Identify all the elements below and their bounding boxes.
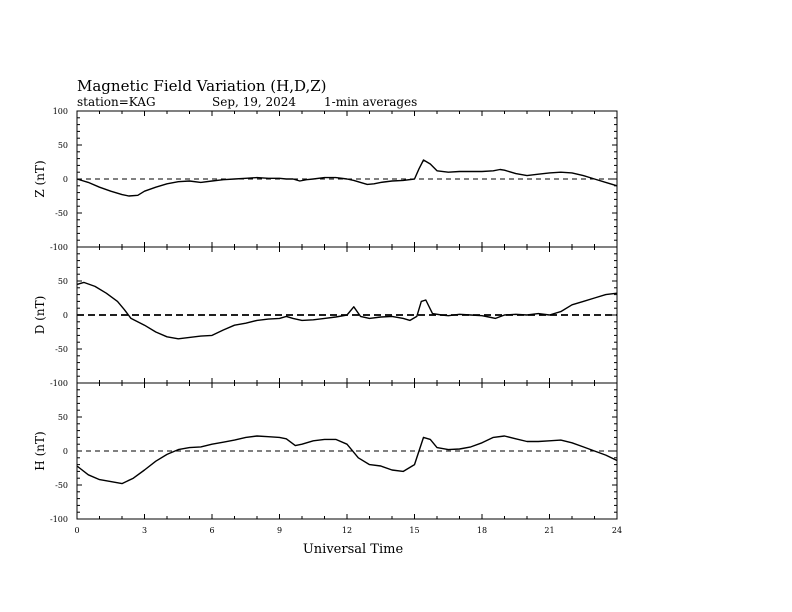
y-tick-label: 100 (52, 107, 68, 116)
x-tick-label: 12 (341, 526, 353, 535)
x-tick-label: 6 (209, 526, 215, 535)
y-tick-label: 0 (62, 311, 68, 320)
y-tick-label: 50 (57, 413, 68, 422)
y-tick-label: 0 (62, 175, 68, 184)
chart-title: Magnetic Field Variation (H,D,Z) (77, 77, 327, 95)
y-tick-label: -100 (50, 515, 68, 524)
y-tick-label: 50 (57, 141, 68, 150)
x-tick-label: 18 (476, 526, 488, 535)
subtitle-station: station=KAG (77, 95, 156, 109)
y-tick-label: -100 (50, 243, 68, 252)
x-tick-label: 24 (611, 526, 623, 535)
panel-h (33, 383, 617, 524)
x-tick-label: 3 (141, 526, 148, 535)
x-axis-label: Universal Time (302, 542, 404, 557)
x-tick-label: 15 (409, 526, 420, 535)
x-tick-label: 21 (544, 526, 555, 535)
y-axis-label-h: H (nT) (33, 431, 47, 471)
y-axis-label-d: D (nT) (33, 295, 47, 335)
series-line-z (77, 160, 617, 196)
subtitle-averaging: 1-min averages (324, 95, 418, 109)
y-tick-label: -50 (55, 481, 68, 490)
y-tick-label: -100 (50, 379, 68, 388)
x-tick-label: 0 (74, 526, 80, 535)
series-line-d (77, 282, 617, 338)
y-tick-label: -50 (55, 209, 68, 218)
series-line-h (77, 436, 617, 484)
y-tick-label: -50 (55, 345, 68, 354)
panel-z (33, 107, 617, 252)
subtitle-date: Sep, 19, 2024 (212, 95, 297, 109)
y-axis-label-z: Z (nT) (33, 160, 47, 198)
panel-d (33, 247, 617, 388)
y-tick-label: 50 (57, 277, 68, 286)
x-tick-label: 9 (276, 526, 283, 535)
y-tick-label: 0 (62, 447, 68, 456)
